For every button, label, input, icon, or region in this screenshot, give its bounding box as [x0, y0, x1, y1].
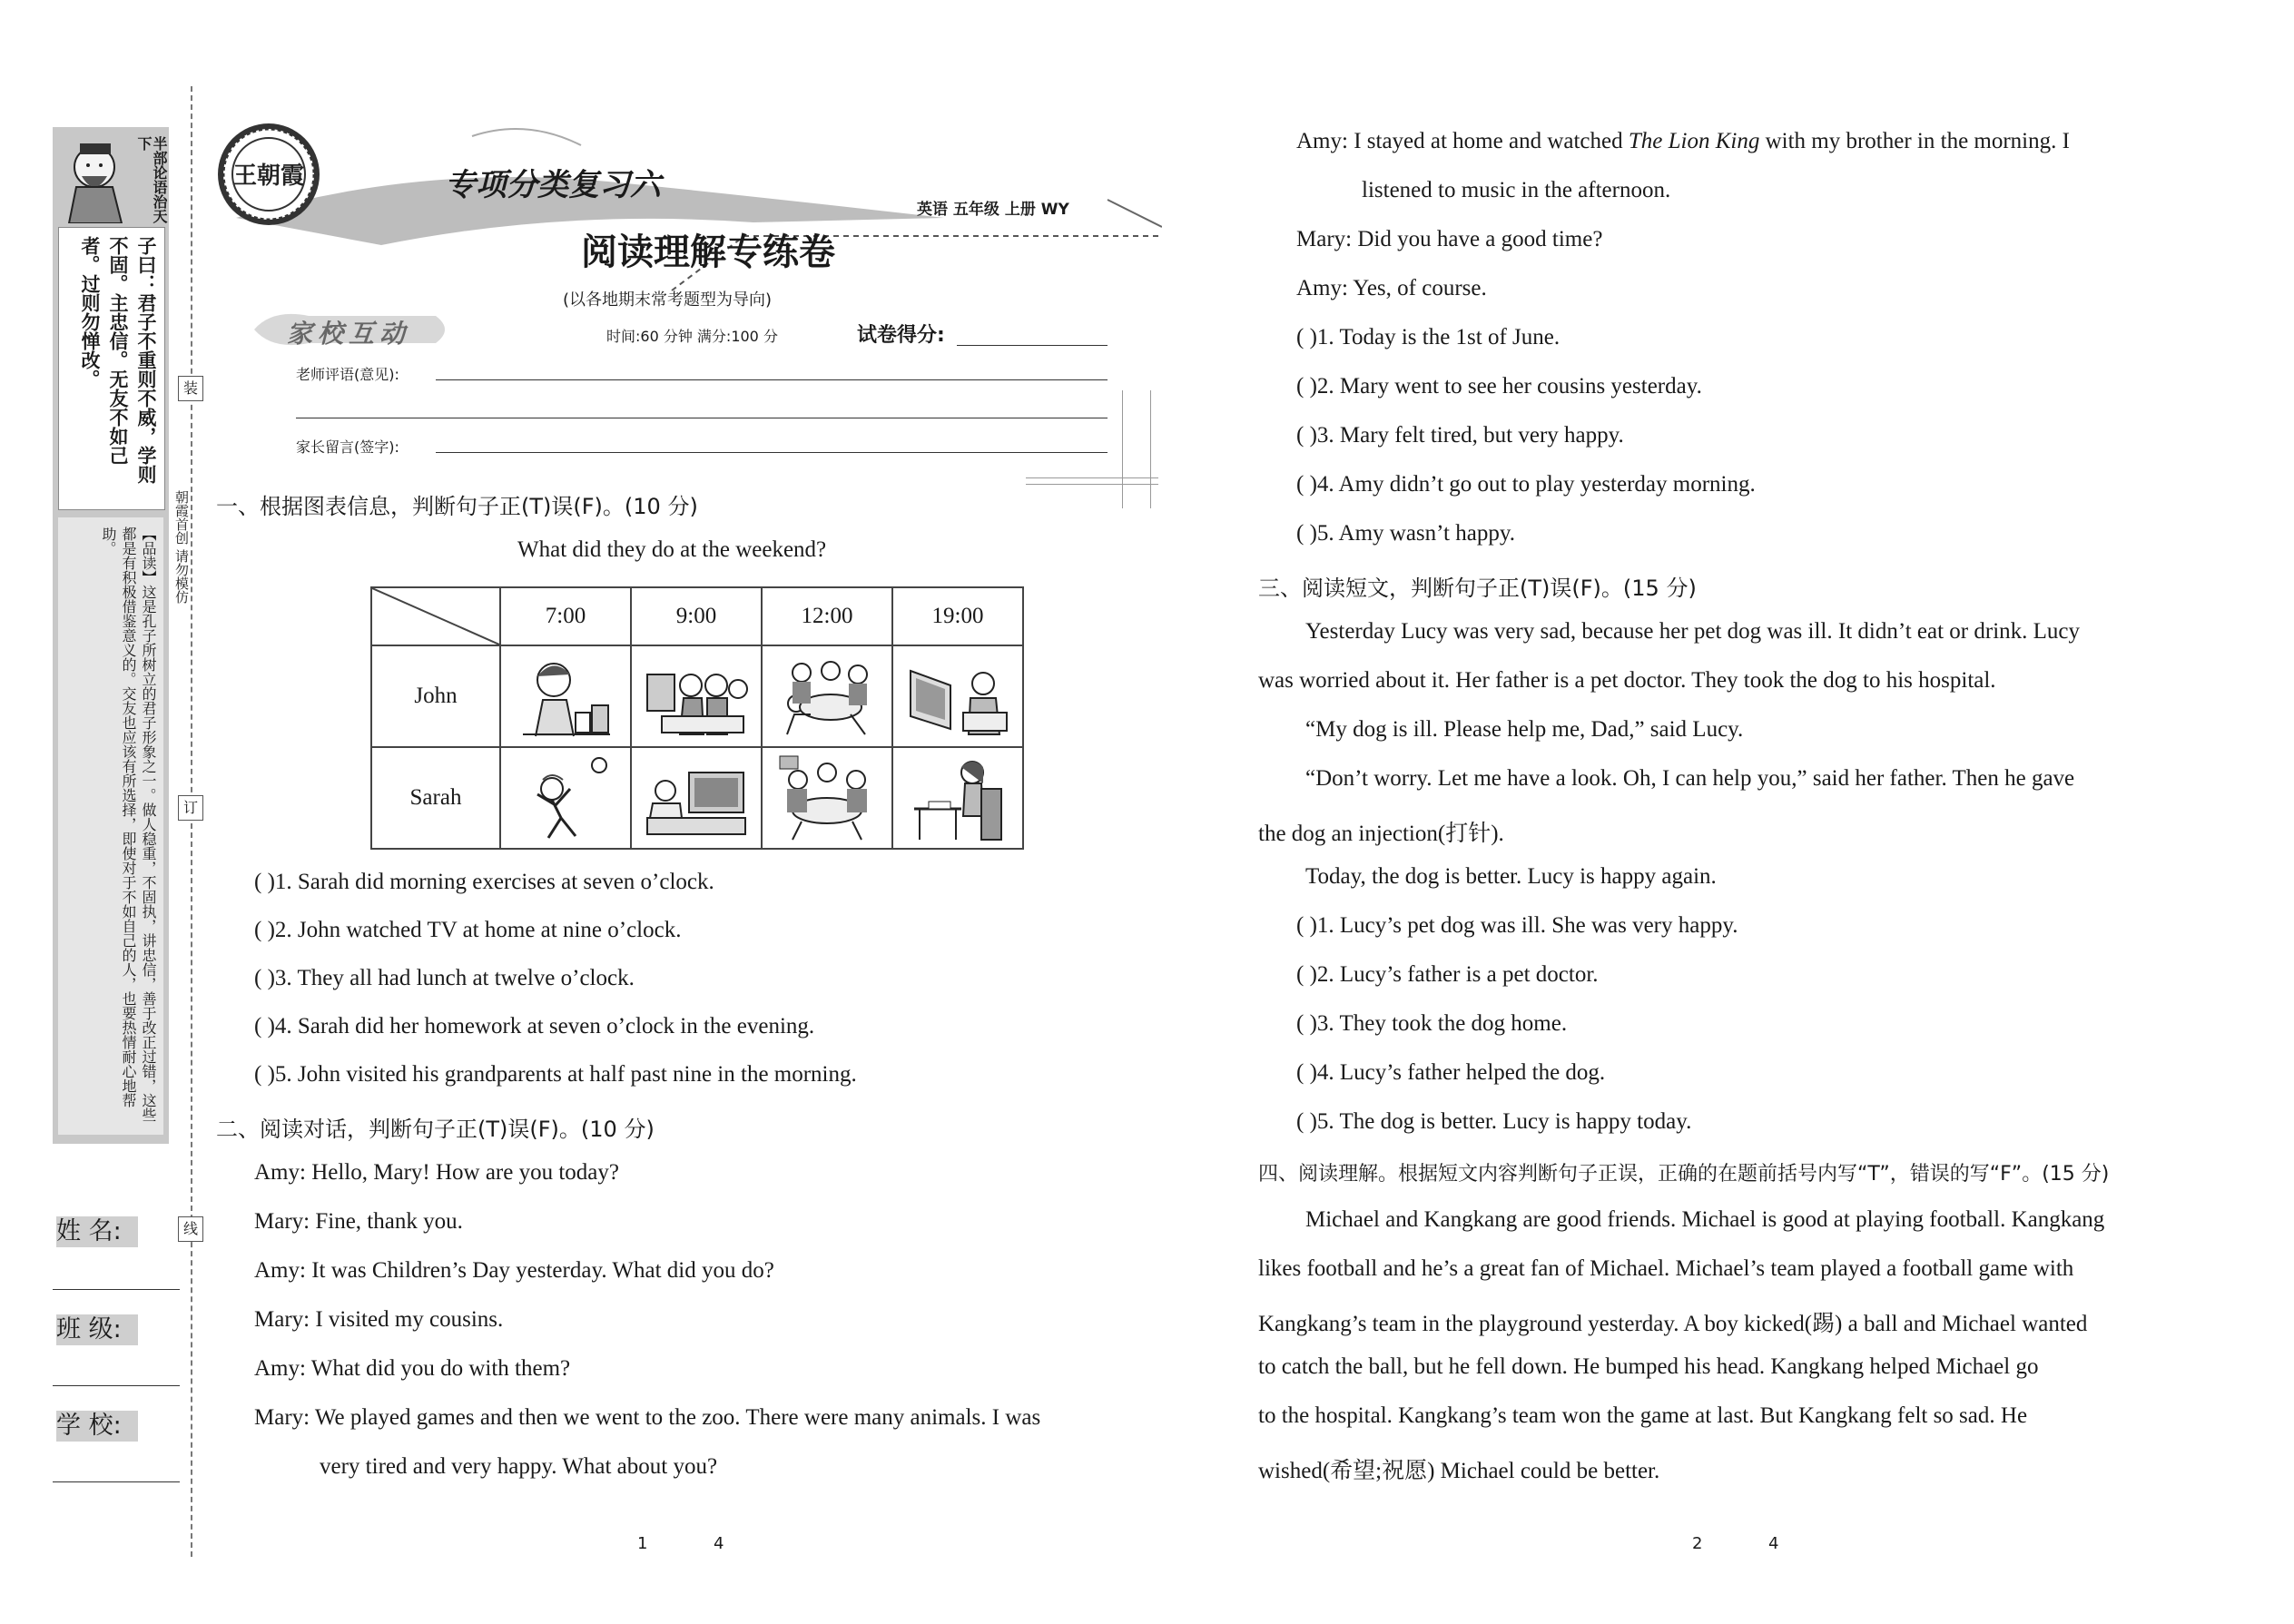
- dialogue-line: Amy: Yes, of course.: [1296, 276, 1487, 300]
- s3-question-4: ( )4. Lucy’s father helped the dog.: [1296, 1060, 1606, 1085]
- s3-question-1: ( )1. Lucy’s pet dog was ill. She was very happy.: [1296, 913, 1738, 938]
- paper-title: 阅读理解专练卷: [581, 231, 835, 273]
- time-header: 9:00: [631, 587, 762, 645]
- time-header: 7:00: [500, 587, 631, 645]
- breakfast-icon: [516, 653, 615, 740]
- john-19pm-cell: [892, 645, 1023, 747]
- dialogue-line: Amy: I stayed at home and watched The Lion King with my brother in the morning. I: [1296, 129, 2070, 153]
- logo-text: 王朝霞: [232, 162, 305, 190]
- dialogue-line: Amy: It was Children’s Day yesterday. What did you do?: [254, 1258, 774, 1283]
- s3-passage-line: “My dog is ill. Please help me, Dad,” said Lucy.: [1305, 717, 1744, 742]
- fold-mark-3: 线: [178, 1216, 203, 1242]
- s4-passage-line: Kangkang’s team in the playground yesterday. A boy kicked(踢) a ball and Michael wanted: [1258, 1312, 2088, 1336]
- s2-question-3: ( )3. Mary felt tired, but very happy.: [1296, 423, 1624, 448]
- sarah-19pm-cell: [892, 747, 1023, 849]
- s3-passage-line: Today, the dog is better. Lucy is happy again.: [1305, 864, 1717, 889]
- section1-heading: 一、根据图表信息，判断句子正(T)误(F)。(10 分): [216, 494, 698, 519]
- sarah-7am-cell: [500, 747, 631, 849]
- paper-subtitle: (以各地期末常考题型为导向): [563, 290, 773, 310]
- table-corner: [371, 587, 500, 645]
- s2-question-4: ( )4. Amy didn’t go out to play yesterday morning.: [1296, 472, 1756, 497]
- teacher-comment-label: 老师评语(意见):: [296, 366, 399, 383]
- dialogue-line: Mary: Did you have a good time?: [1296, 227, 1603, 251]
- john-12pm-cell: [762, 645, 892, 747]
- s3-passage-line: Yesterday Lucy was very sad, because her pet dog was ill. It didn’t eat or drink. Lucy: [1305, 619, 2081, 644]
- copyright-note: 朝霞首创 请勿模仿: [173, 490, 190, 604]
- name-field[interactable]: [53, 1289, 180, 1290]
- sidebar-banner: 半部论语治天下: [135, 136, 168, 223]
- sidebar-name-label: 姓 名:: [56, 1216, 138, 1247]
- corner-diagonal-icon: [372, 588, 499, 645]
- s2-question-2: ( )2. Mary went to see her cousins yesterday.: [1296, 374, 1702, 399]
- s3-question-3: ( )3. They took the dog home.: [1296, 1011, 1568, 1036]
- john-9am-cell: [631, 645, 762, 747]
- s3-question-2: ( )2. Lucy’s father is a pet doctor.: [1296, 962, 1599, 987]
- s4-passage-line: Michael and Kangkang are good friends. Michael is good at playing football. Kangkang: [1305, 1207, 2105, 1232]
- dialogue-line: listened to music in the afternoon.: [1362, 178, 1671, 202]
- time-info: 时间:60 分钟 满分:100 分: [606, 328, 778, 345]
- family-school-badge: 家校互动: [287, 319, 411, 349]
- row-name-sarah: Sarah: [371, 747, 500, 849]
- score-label: 试卷得分:: [857, 324, 945, 347]
- row-name-john: John: [371, 645, 500, 747]
- tv-at-home-icon: [644, 754, 749, 842]
- section2-heading: 二、阅读对话，判断句子正(T)误(F)。(10 分): [216, 1117, 655, 1142]
- dialogue-line: Amy: Hello, Mary! How are you today?: [254, 1160, 619, 1185]
- family-lunch-icon: [774, 753, 880, 843]
- section3-heading: 三、阅读短文，判断句子正(T)误(F)。(15 分): [1258, 576, 1697, 601]
- dialogue-line: Mary: We played games and then we went to the zoo. There were many animals. I was: [254, 1405, 1041, 1430]
- brand-logo-icon: [214, 120, 323, 229]
- s1-question-1: ( )1. Sarah did morning exercises at seven o’clock.: [254, 870, 714, 894]
- dialogue-line: very tired and very happy. What about you?: [320, 1454, 718, 1479]
- time-header: 19:00: [892, 587, 1023, 645]
- parent-comment-field[interactable]: [436, 452, 1108, 453]
- sidebar-school-label: 学 校:: [56, 1411, 138, 1442]
- s1-question-5: ( )5. John visited his grandparents at half past nine in the morning.: [254, 1062, 857, 1087]
- s3-question-5: ( )5. The dog is better. Lucy is happy today.: [1296, 1109, 1692, 1134]
- fold-mark-1: 装: [178, 376, 203, 401]
- s2-question-5: ( )5. Amy wasn’t happy.: [1296, 521, 1515, 546]
- page-number-left: 1: [637, 1534, 648, 1553]
- s2-question-1: ( )1. Today is the 1st of June.: [1296, 325, 1561, 349]
- s1-question-4: ( )4. Sarah did her homework at seven o’clock in the evening.: [254, 1014, 815, 1038]
- john-breakfast-cell: [500, 645, 631, 747]
- s4-passage-line: wished(希望;祝愿) Michael could be better.: [1258, 1459, 1660, 1483]
- dialogue-line: Mary: Fine, thank you.: [254, 1209, 463, 1234]
- s4-passage-line: likes football and he’s a great fan of Michael. Michael’s team played a football game with: [1258, 1256, 2074, 1281]
- sidebar-commentary: 【品读】这是孔子所树立的君子形象之一。做人稳重，不固执，讲忠信，善于改正过错，这些都是有积极借鉴意义的。交友也应该有所选择，即使对于不如自己的人，也要热情耐心地帮助。: [100, 527, 157, 1122]
- film-title: The Lion King: [1628, 129, 1760, 153]
- subject-tag: 英语 五年级 上册 WY: [917, 201, 1069, 219]
- time-header: 12:00: [762, 587, 892, 645]
- sarah-12pm-cell: [762, 747, 892, 849]
- sidebar-class-label: 班 级:: [56, 1314, 138, 1345]
- s3-passage-line: the dog an injection(打针).: [1258, 822, 1504, 846]
- header-frame-lines-h: [1026, 477, 1158, 485]
- sidebar-quote: 子曰：君子不重则不威，学则不固。主忠信。无友不如己者。过则勿惮改。: [79, 236, 157, 484]
- series-title: 专项分类复习六: [445, 167, 661, 203]
- s3-passage-line: was worried about it. Her father is a pet doctor. They took the dog to his hospital.: [1258, 668, 1996, 693]
- s4-passage-line: to the hospital. Kangkang’s team won the game at last. But Kangkang felt so sad. He: [1258, 1403, 2028, 1428]
- chart-title: What did they do at the weekend?: [517, 537, 827, 562]
- teacher-comment-field[interactable]: [436, 379, 1108, 380]
- class-field[interactable]: [53, 1385, 180, 1386]
- section4-heading: 四、阅读理解。根据短文内容判断句子正误，正确的在题前括号内写“T”，错误的写“F”。(15 分): [1258, 1163, 2110, 1186]
- confucius-icon: [58, 133, 140, 223]
- school-field[interactable]: [53, 1481, 180, 1482]
- watching-tv-icon: [905, 653, 1010, 740]
- s1-question-2: ( )2. John watched TV at home at nine o’clock.: [254, 918, 682, 942]
- family-lunch-icon: [774, 653, 880, 740]
- s3-passage-line: “Don’t worry. Let me have a look. Oh, I can help you,” said her father. Then he gave: [1305, 766, 2075, 791]
- page-total-left: 4: [714, 1534, 724, 1553]
- header-frame-lines: [1122, 390, 1151, 508]
- parent-comment-label: 家长留言(签字):: [296, 438, 399, 456]
- homework-icon: [905, 753, 1010, 843]
- binding-line: [191, 86, 192, 1557]
- fold-mark-2: 订: [178, 795, 203, 821]
- page-number-right: 2: [1692, 1534, 1703, 1553]
- activity-table: [370, 586, 1024, 850]
- page-total-right: 4: [1768, 1534, 1779, 1553]
- score-field[interactable]: [957, 345, 1108, 346]
- dialogue-line: Amy: What did you do with them?: [254, 1356, 571, 1381]
- morning-exercise-icon: [516, 753, 615, 843]
- s4-passage-line: to catch the ball, but he fell down. He bumped his head. Kangkang helped Michael go: [1258, 1354, 2039, 1379]
- grandparents-visit-icon: [644, 653, 749, 740]
- dialogue-line: Mary: I visited my cousins.: [254, 1307, 504, 1332]
- sarah-9am-cell: [631, 747, 762, 849]
- s1-question-3: ( )3. They all had lunch at twelve o’clock.: [254, 966, 635, 990]
